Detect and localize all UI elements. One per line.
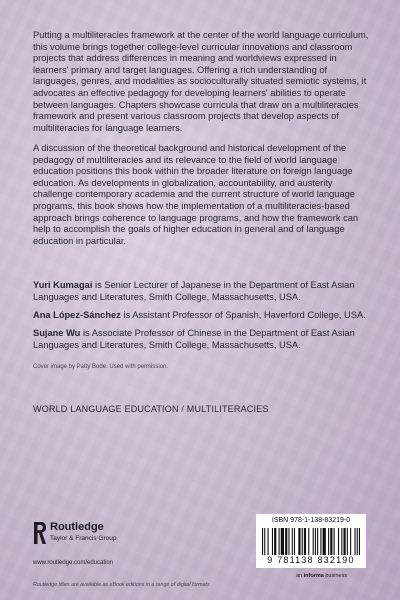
blurb-paragraph-2: A discussion of the theoretical background and historical development of the pedagogy of multiliteracies and its relevance to the field of world language education positions this book within the broader literature on foreign language education. As developments in globalization, accountability, and austerity challenge contemporary academia and the current structure of world language programs, this book shows how the implementation of a multiliteracies-based approach brings coherence to language programs, and how the framework can help to accomplish the goals of higher education in general and of language education in particular. [33,143,359,246]
publisher-name: Routledge [50,521,104,533]
informa-brand: informa [303,573,324,579]
author-bio-1 [33,280,373,303]
author-bio-text: is Assistant Professor of Spanish, Haverford College, USA. [120,310,366,320]
publisher-url: www.routledge.com/education [33,560,114,566]
ebook-note: Routledge titles are available as eBook editions in a range of digital formats [33,582,210,588]
informa-prefix: an [296,573,304,579]
cover-image-credit: Cover image by Patty Bode. Used with permission. [33,364,169,370]
series-label: WORLD LANGUAGE EDUCATION / MULTILITERACIES [33,404,269,414]
author-name: Ana López-Sánchez [33,310,121,320]
blurb-paragraph-1: Putting a multiliteracies framework at the center of the world language curriculum, this volume brings together college-level curricular innovations and classroom projects that address differences in meaning and worldviews expressed in learners' primary and target languages. Offering a rich understanding of languages, genres, and modalities as socioculturally situated semiotic systems, it advocates an effective pedagogy for developing learners' abilities to operate between languages. Chapters showcase curricula that draw on a multiliteracies framework and present various classroom projects that develop aspects of multiliteracies for language learners. [33,30,369,133]
author-bio-3 [33,328,373,351]
routledge-logo [33,521,173,551]
author-name: Sujane Wu [33,328,81,338]
publisher-subtitle: Taylor & Francis Group [50,535,117,542]
author-bio-text: is Senior Lecturer of Japanese in the Department of East Asian Languages and Literatures, Smith College, Massachusetts, USA. [33,280,355,302]
isbn-barcode [256,514,366,568]
informa-suffix: business [323,573,348,579]
author-bio-text: is Associate Professor of Chinese in the Department of East Asian Languages and Literatures, Smith College, Massachusetts, USA. [33,328,355,350]
barcode-bars [262,528,360,555]
isbn-label: ISBN 978-1-138-83219-0 [271,517,351,524]
author-name: Yuri Kumagai [33,280,93,290]
barcode-digits: 9 781138 832190 [267,555,355,565]
routledge-r-icon [33,521,47,545]
informa-business-tag [296,573,347,579]
author-bio-2 [33,310,373,322]
